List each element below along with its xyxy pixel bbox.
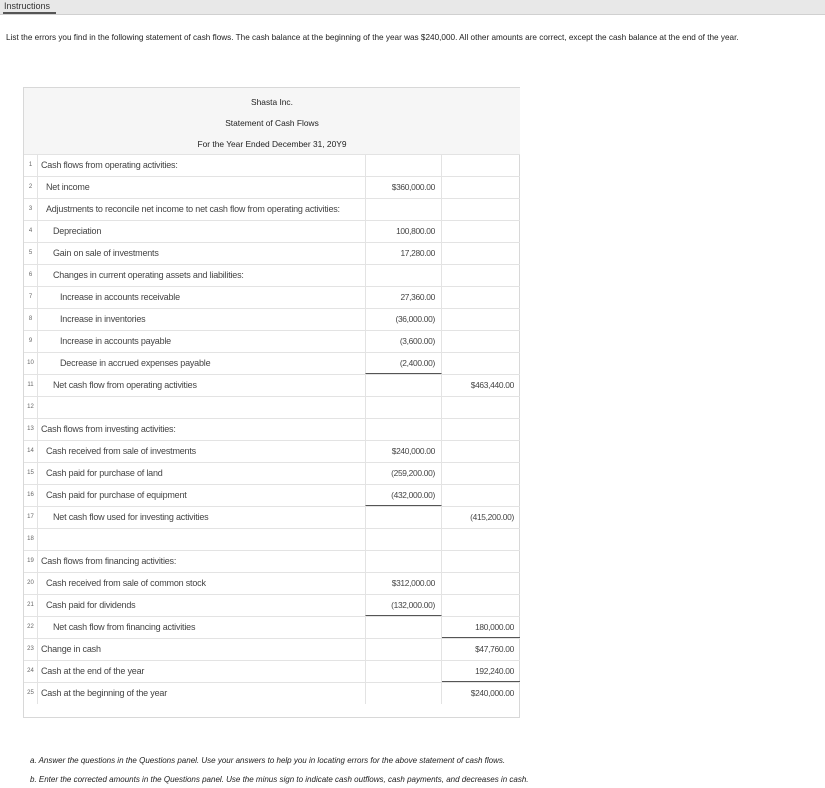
statement-row (24, 616, 520, 638)
amount-column-2 (442, 485, 520, 506)
amount-column-2 (442, 309, 520, 330)
row-label: Cash paid for dividends (46, 600, 136, 610)
amount-column-1 (365, 265, 442, 286)
row-label: Cash received from sale of investments (46, 446, 196, 456)
row-number: 12 (24, 397, 38, 418)
row-number: 15 (24, 463, 38, 484)
instruction-text: List the errors you find in the following statement of cash flows. The cash balance at the beginning of the year was $240,000. All other amounts are correct, except the cash balance at the end of the year. (6, 33, 739, 42)
amount-column-1: 100,800.00 (365, 221, 442, 242)
row-number: 9 (24, 331, 38, 352)
row-number: 6 (24, 265, 38, 286)
amount-column-2 (442, 177, 520, 198)
amount-column-1: (259,200.00) (365, 463, 442, 484)
amount-column-2 (442, 155, 520, 176)
statement-row (24, 198, 520, 220)
row-number: 8 (24, 309, 38, 330)
row-label: Cash received from sale of common stock (46, 578, 206, 588)
amount-column-2 (442, 595, 520, 616)
amount-column-2 (442, 551, 520, 572)
row-label: Increase in accounts payable (60, 336, 171, 346)
amount-column-1 (365, 617, 442, 638)
statement-row (24, 242, 520, 264)
amount-column-1: (36,000.00) (365, 309, 442, 330)
statement-row (24, 286, 520, 308)
statement-row (24, 440, 520, 462)
amount-column-1 (365, 155, 442, 176)
row-number: 22 (24, 617, 38, 638)
tab-instructions[interactable]: Instructions (4, 1, 51, 11)
row-number: 16 (24, 485, 38, 506)
amount-column-2 (442, 287, 520, 308)
amount-column-1 (365, 551, 442, 572)
amount-column-2 (442, 529, 520, 550)
row-number: 4 (24, 221, 38, 242)
amount-column-1: (132,000.00) (365, 595, 442, 616)
amount-column-2 (442, 199, 520, 220)
company-name: Shasta Inc. (251, 97, 293, 107)
amount-column-2 (442, 441, 520, 462)
amount-column-2 (442, 463, 520, 484)
statement-row (24, 462, 520, 484)
amount-column-1 (365, 375, 442, 396)
amount-column-2 (442, 243, 520, 264)
amount-column-2: (415,200.00) (470, 512, 514, 522)
footnote-a: a. Answer the questions in the Questions panel. Use your answers to help you in locating errors for the above statement of cash flows. (30, 756, 506, 765)
statement-row (24, 176, 520, 198)
statement-row (24, 572, 520, 594)
row-number: 23 (24, 639, 38, 660)
row-label: Cash at the end of the year (41, 666, 145, 676)
statement-period: For the Year Ended December 31, 20Y9 (197, 139, 347, 149)
statement-row (24, 550, 520, 572)
statement-title: Statement of Cash Flows (225, 118, 319, 128)
amount-column-2 (442, 397, 520, 418)
amount-column-2 (442, 419, 520, 440)
statement-row (24, 418, 520, 440)
statement-row (24, 374, 520, 396)
row-label: Cash paid for purchase of equipment (46, 490, 187, 500)
row-number: 1 (24, 155, 38, 176)
amount-column-2 (442, 331, 520, 352)
row-number: 25 (24, 683, 38, 704)
row-label: Changes in current operating assets and liabilities: (53, 270, 244, 280)
amount-column-2 (442, 353, 520, 374)
row-number: 19 (24, 551, 38, 572)
amount-column-1 (365, 661, 442, 682)
amount-column-2 (442, 265, 520, 286)
statement-row (24, 154, 520, 176)
row-number: 2 (24, 177, 38, 198)
row-label: Cash at the beginning of the year (41, 688, 167, 698)
amount-column-2: 180,000.00 (442, 617, 520, 638)
amount-column-1: $240,000.00 (365, 441, 442, 462)
amount-column-1 (365, 529, 442, 550)
row-number: 11 (24, 375, 38, 396)
row-number: 5 (24, 243, 38, 264)
tab-active-indicator (3, 12, 56, 14)
statement-row (24, 264, 520, 286)
statement-row (24, 396, 520, 418)
amount-column-2: 192,240.00 (442, 661, 520, 682)
row-label: Net cash flow from financing activities (53, 622, 196, 632)
statement-row (24, 638, 520, 660)
row-number: 14 (24, 441, 38, 462)
amount-column-1 (365, 419, 442, 440)
amount-column-1 (365, 683, 442, 704)
row-label: Cash flows from operating activities: (41, 160, 178, 170)
row-label: Net cash flow from operating activities (53, 380, 197, 390)
row-number: 18 (24, 529, 38, 550)
row-label: Increase in accounts receivable (60, 292, 180, 302)
amount-column-2 (442, 573, 520, 594)
statement-row (24, 352, 520, 374)
tab-bar (0, 0, 825, 15)
amount-column-1: (3,600.00) (365, 331, 442, 352)
amount-column-1 (365, 507, 442, 528)
row-label: Increase in inventories (60, 314, 146, 324)
amount-column-2 (442, 221, 520, 242)
amount-column-1: (432,000.00) (365, 485, 442, 506)
row-number: 7 (24, 287, 38, 308)
statement-row (24, 330, 520, 352)
statement-row (24, 682, 520, 704)
statement-row (24, 594, 520, 616)
amount-column-1: $360,000.00 (365, 177, 442, 198)
row-number: 3 (24, 199, 38, 220)
amount-column-1: (2,400.00) (365, 353, 442, 374)
amount-column-1 (365, 199, 442, 220)
amount-column-1 (365, 639, 442, 660)
row-number: 17 (24, 507, 38, 528)
row-label: Adjustments to reconcile net income to net cash flow from operating activities: (46, 204, 340, 214)
row-number: 21 (24, 595, 38, 616)
amount-column-1 (365, 397, 442, 418)
statement-row (24, 528, 520, 550)
row-label: Gain on sale of investments (53, 248, 159, 258)
row-label: Cash flows from investing activities: (41, 424, 176, 434)
amount-column-2: $47,760.00 (475, 644, 514, 654)
statement-row (24, 484, 520, 506)
row-label: Cash paid for purchase of land (46, 468, 163, 478)
amount-column-2: $463,440.00 (470, 380, 514, 390)
statement-row (24, 506, 520, 528)
amount-column-1: 17,280.00 (365, 243, 442, 264)
row-label: Net cash flow used for investing activities (53, 512, 209, 522)
row-number: 13 (24, 419, 38, 440)
row-number: 20 (24, 573, 38, 594)
row-label: Depreciation (53, 226, 102, 236)
row-label: Change in cash (41, 644, 101, 654)
amount-column-2: $240,000.00 (470, 688, 514, 698)
statement-row (24, 220, 520, 242)
footnote-b: b. Enter the corrected amounts in the Questions panel. Use the minus sign to indicate cash outflows, cash payments, and decreases in cash. (30, 775, 529, 784)
row-number: 24 (24, 661, 38, 682)
row-label: Cash flows from financing activities: (41, 556, 177, 566)
amount-column-1: $312,000.00 (365, 573, 442, 594)
row-label: Decrease in accrued expenses payable (60, 358, 211, 368)
statement-row (24, 660, 520, 682)
row-number: 10 (24, 353, 38, 374)
amount-column-1: 27,360.00 (365, 287, 442, 308)
row-label: Net income (46, 182, 90, 192)
statement-row (24, 308, 520, 330)
